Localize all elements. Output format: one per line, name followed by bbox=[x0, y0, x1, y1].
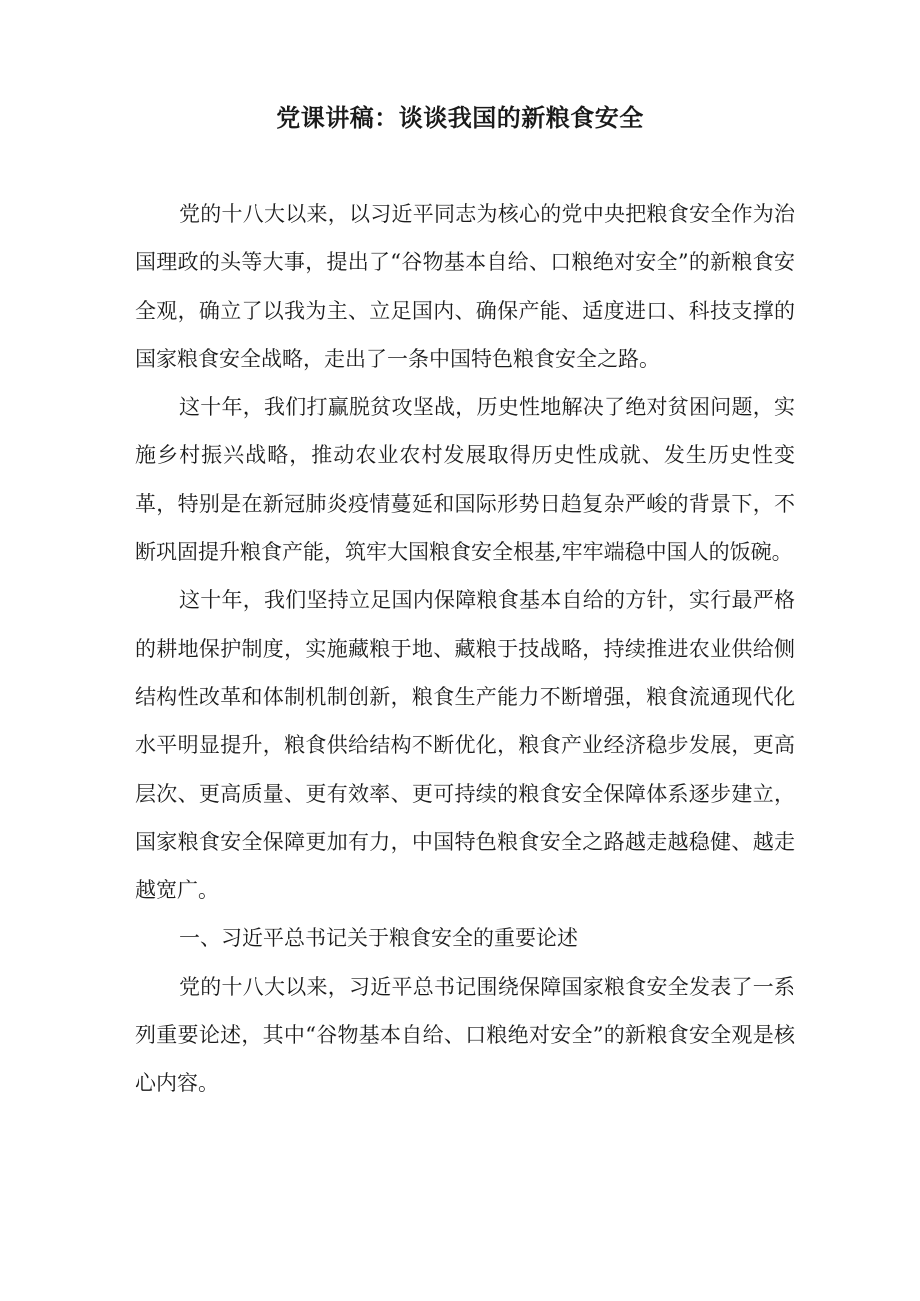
document-title: 党课讲稿：谈谈我国的新粮食安全 bbox=[276, 104, 644, 132]
paragraph-poverty-decade: 这十年，我们打赢脱贫攻坚战，历史性地解决了绝对贫困问题，实施乡村振兴战略，推动农业农村发展取得历史性成就、发生历史性变革，特别是在新冠肺炎疫情蔓延和国际形势日趋复杂严峻的背景下，不断巩固提升粮食产能，筑牢大国粮食安全根基,牢牢端稳中国人的饭碗。 bbox=[135, 395, 795, 565]
document-body bbox=[135, 190, 795, 1108]
paragraph-intro: 党的十八大以来，以习近平同志为核心的党中央把粮食安全作为治国理政的头等大事，提出了“谷物基本自给、口粮绝对安全”的新粮食安全观，确立了以我为主、立足国内、确保产能、适度进口、科技支撑的国家粮食安全战略，走出了一条中国特色粮食安全之路。 bbox=[135, 202, 795, 371]
paragraph-section-1-intro: 党的十八大以来，习近平总书记围绕保障国家粮食安全发表了一系列重要论述，其中“谷物基本自给、口粮绝对安全”的新粮食安全观是核心内容。 bbox=[135, 974, 795, 1096]
paragraph-grain-policy-decade: 这十年，我们坚持立足国内保障粮食基本自给的方针，实行最严格的耕地保护制度，实施藏粮于地、藏粮于技战略，持续推进农业供给侧结构性改革和体制机制创新，粮食生产能力不断增强，粮食流通现代化水平明显提升，粮食供给结构不断优化，粮食产业经济稳步发展，更高层次、更高质量、更有效率、更可持续的粮食安全保障体系逐步建立，国家粮食安全保障更加有力，中国特色粮食安全之路越走越稳健、越走越宽广。 bbox=[135, 588, 795, 903]
section-heading-1: 一、习近平总书记关于粮食安全的重要论述 bbox=[179, 926, 578, 951]
